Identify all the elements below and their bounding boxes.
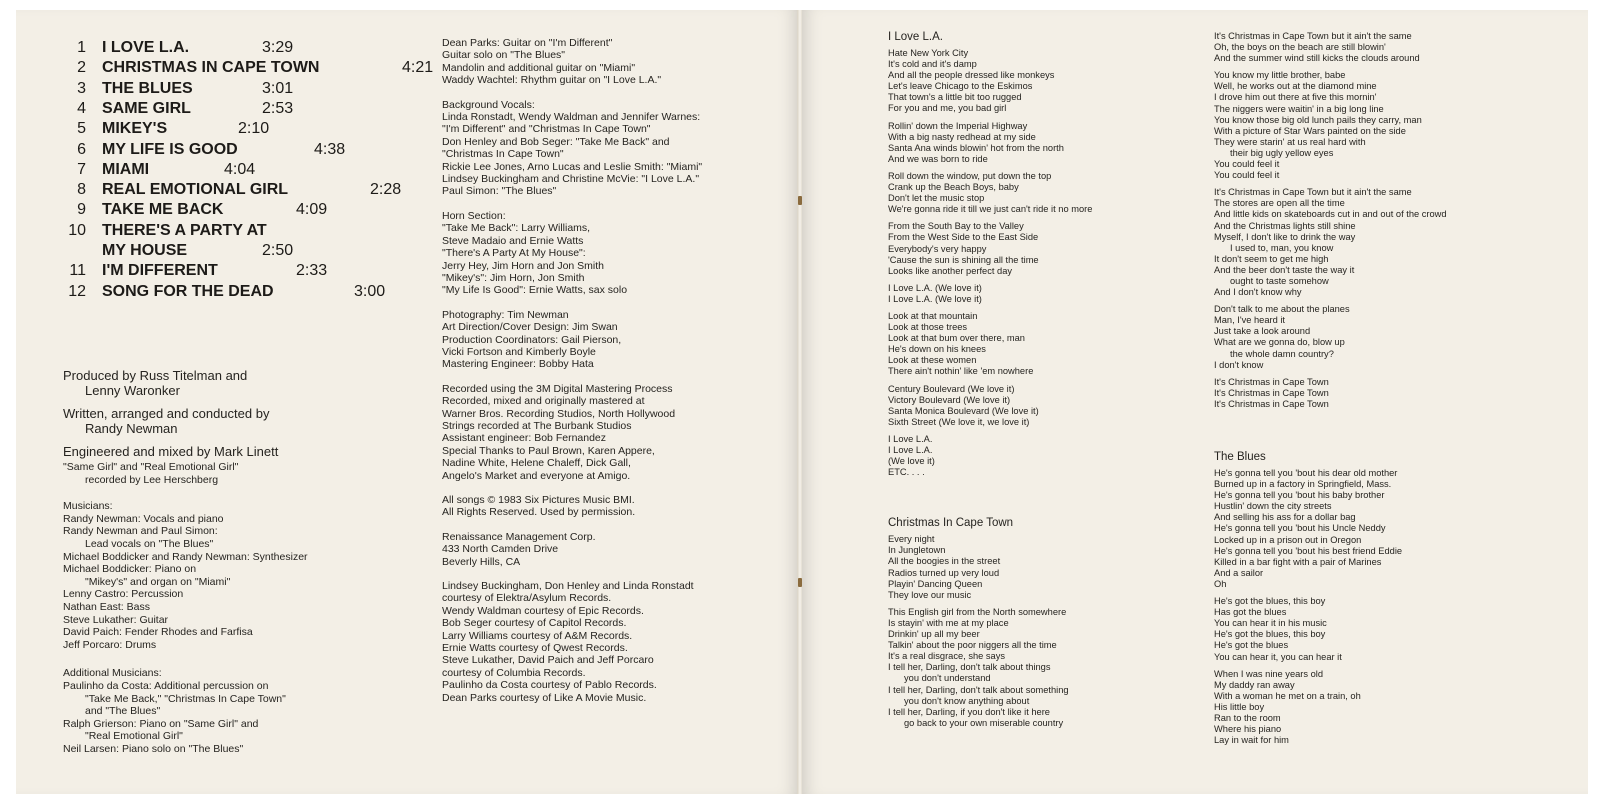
credit-line: "Mikey's": Jim Horn, Jon Smith (442, 271, 585, 284)
lyric-line: It's Christmas in Cape Town (1214, 376, 1329, 387)
lyric-stanza (888, 384, 1198, 428)
credit-line: Lenny Waronker (85, 383, 180, 398)
lyric-line: You could feel it (1214, 170, 1280, 181)
credit-line: Jerry Hey, Jim Horn and Jon Smith (442, 259, 605, 272)
main-credits (63, 368, 423, 459)
track-title: MY HOUSE (102, 242, 188, 259)
lyric-line: I Love L.A. (888, 433, 933, 444)
lyric-line: It don't seem to get me high (1214, 253, 1329, 264)
credit-line: Paulinho da Costa: Additional percussion on (63, 679, 269, 692)
credit-line: "Take Me Back," "Christmas In Cape Town" (85, 692, 286, 705)
lyric-line: Oh, the boys on the beach are still blowin' (1214, 42, 1386, 53)
lyric-line: With a big nasty redhead at my side (888, 131, 1036, 142)
credit-line: Linda Ronstadt, Wendy Waldman and Jennifer Warnes: (442, 111, 701, 124)
song-title: Christmas In Cape Town (888, 517, 1014, 530)
lyric-line: And little kids on skateboards cut in and out of the crowd (1214, 209, 1447, 220)
credit-line: All Rights Reserved. Used by permission. (442, 506, 636, 519)
lyric-line: You know those big old lunch pails they carry, man (1214, 114, 1422, 125)
lyric-stanza (888, 121, 1198, 165)
credit-line: Steve Madaio and Ernie Watts (442, 234, 584, 247)
lyric-line: He's gonna tell you 'bout his dear old mother (1214, 468, 1398, 478)
lyric-line: My daddy ran away (1214, 679, 1295, 690)
lyric-stanza (888, 607, 1198, 729)
lyric-line: 'Cause the sun is shining all the time (888, 254, 1039, 265)
track-duration: 2:10 (238, 120, 270, 138)
lyric-stanza (1214, 596, 1574, 663)
lyric-line: Oh (1214, 578, 1227, 589)
credit-line: Michael Boddicker and Randy Newman: Synthesizer (63, 550, 308, 563)
credit-entry (63, 368, 423, 398)
song-title: The Blues (1214, 451, 1266, 463)
lyric-stanza (888, 171, 1198, 215)
track-title: I'M DIFFERENT (102, 262, 218, 280)
additional-musician-credit (63, 718, 423, 743)
credit-line: Ralph Grierson: Piano on "Same Girl" and (63, 717, 259, 730)
lyric-line: It's cold and it's damp (888, 59, 977, 70)
lyric-line: He's gonna tell you 'bout his best friend Eddie (1214, 545, 1403, 556)
track-number: 5 (77, 120, 86, 138)
credit-line: Angelo's Market and everyone at Amigo. (442, 469, 631, 482)
credit-block (442, 210, 792, 297)
lyric-line: Just take a look around (1214, 326, 1311, 337)
credit-line: Lenny Castro: Percussion (63, 588, 184, 601)
track-number: 10 (68, 221, 86, 239)
track-number: 6 (77, 140, 86, 158)
lyric-line: This English girl from the North somewhere (888, 606, 1067, 617)
track-number: 2 (77, 59, 86, 77)
lyric-line: I tell her, Darling, don't talk about things (888, 662, 1051, 673)
lyric-line: I tell her, Darling, if you don't like it here (888, 706, 1050, 717)
lyric-line: Locked up in a prison out in Oregon (1214, 534, 1362, 545)
lyric-line: They love our music (888, 589, 972, 600)
credit-line: Dean Parks courtesy of Like A Movie Music. (442, 691, 647, 704)
credit-line: Production Coordinators: Gail Pierson, (442, 333, 622, 346)
lyric-line: Look at that bum over there, man (888, 333, 1025, 344)
lyric-line: Talkin' about the poor niggers all the time (888, 640, 1057, 651)
lyric-line: Burned up in a factory in Springfield, Mass. (1214, 479, 1392, 490)
lyric-stanza (888, 221, 1198, 276)
lyric-line: For you and me, you bad girl (888, 103, 1007, 114)
lyric-line: And selling his ass for a dollar bag (1214, 512, 1356, 523)
lyric-stanza (888, 534, 1198, 601)
lyric-line: You know my little brother, babe (1214, 70, 1346, 81)
lyric-line: And all the people dressed like monkeys (888, 70, 1055, 81)
credit-line: Randy Newman and Paul Simon: (63, 525, 218, 538)
lyric-line: He's got the blues, this boy (1214, 596, 1326, 607)
credit-line: Jeff Porcaro: Drums (63, 638, 157, 651)
credit-line: Vicki Fortson and Kimberly Boyle (442, 345, 596, 358)
lyric-stanza (1214, 31, 1574, 64)
credit-line: Photography: Tim Newman (442, 308, 569, 321)
lyric-line: I Love L.A. (We love it) (888, 282, 982, 293)
lyric-stanza (1214, 377, 1574, 410)
lyric-line: What are we gonna do, blow up (1214, 337, 1345, 348)
lyric-line: Look at these women (888, 355, 977, 366)
right-page (802, 10, 1588, 794)
musician-credit (63, 614, 423, 627)
lyric-stanza (1214, 70, 1574, 181)
credit-block (442, 309, 792, 371)
lyric-line: With a picture of Star Wars painted on the side (1214, 125, 1406, 136)
credit-line: Written, arranged and conducted by (63, 406, 270, 421)
track-title: THE BLUES (102, 79, 193, 97)
credit-line: 433 North Camden Drive (442, 543, 559, 556)
track-duration: 4:09 (296, 201, 328, 219)
lyric-line: you don't understand (904, 673, 991, 684)
lyric-line: Roll down the window, put down the top (888, 170, 1052, 181)
lyric-line: Rollin' down the Imperial Highway (888, 120, 1028, 131)
credit-line: Dean Parks: Guitar on "I'm Different" (442, 37, 613, 49)
lyric-line: And the beer don't taste the way it (1214, 264, 1355, 275)
lyric-line: ought to taste somehow (1230, 275, 1329, 286)
track-duration: 2:53 (262, 99, 294, 117)
song-lyrics (888, 516, 1198, 729)
credit-line: David Paich: Fender Rhodes and Farfisa (63, 626, 253, 639)
lyric-line: Man, I've heard it (1214, 315, 1286, 326)
credit-line: Mastering Engineer: Bobby Hata (442, 358, 594, 371)
track-number: 1 (77, 39, 86, 56)
additional-musicians-label: Additional Musicians: (63, 667, 162, 680)
credit-line: "I'm Different" and "Christmas In Cape Town" (442, 123, 651, 136)
credit-line: Waddy Wachtel: Rhythm guitar on "I Love L.A." (442, 74, 662, 87)
credit-line: Ernie Watts courtesy of Qwest Records. (442, 642, 628, 655)
lyric-line: His little boy (1214, 701, 1265, 712)
credit-line: Paulinho da Costa courtesy of Pablo Records. (442, 679, 657, 692)
lyric-line: Look at that mountain (888, 310, 978, 321)
lyric-line: Let's leave Chicago to the Eskimos (888, 81, 1033, 92)
credit-block (442, 383, 792, 482)
track-number: 7 (77, 160, 86, 178)
lyric-stanza (1214, 304, 1574, 371)
credit-line: and "The Blues" (85, 705, 161, 718)
credit-line: Art Direction/Cover Design: Jim Swan (442, 321, 618, 334)
lyric-stanza (888, 48, 1198, 115)
credit-line: Beverly Hills, CA (442, 555, 521, 568)
lyric-line: He's got the blues, this boy (1214, 629, 1326, 640)
lyric-line: You can hear it, you can hear it (1214, 651, 1342, 662)
credit-line: "There's A Party At My House": (442, 247, 586, 260)
musicians-label: Musicians: (63, 500, 113, 513)
credit-line: Special Thanks to Paul Brown, Karen Appere, (442, 444, 655, 457)
musicians-section (63, 500, 423, 651)
credit-line: Nadine White, Helene Chaleff, Dick Gall, (442, 457, 631, 470)
credit-line: Steve Lukather: Guitar (63, 613, 169, 626)
lyric-line: With a woman he met on a train, oh (1214, 690, 1361, 701)
lyric-line: Looks like another perfect day (888, 265, 1013, 276)
lyric-line: Is stayin' with me at my place (888, 617, 1009, 628)
lyric-line: You can hear it in his music (1214, 618, 1327, 629)
track-duration: 4:38 (314, 140, 346, 158)
lyric-line: Don't let the music stop (888, 193, 985, 204)
credit-line: Engineered and mixed by Mark Linett (63, 444, 279, 459)
lyric-line: Drinkin' up all my beer (888, 629, 980, 640)
lyric-line: And I don't know why (1214, 287, 1302, 298)
musician-credit (63, 563, 423, 588)
lyric-line: Well, he works out at the diamond mine (1214, 81, 1377, 92)
lyric-line: (We love it) (888, 456, 935, 467)
credit-line: Lead vocals on "The Blues" (85, 537, 214, 550)
lyric-stanza (888, 434, 1198, 478)
lyric-line: When I was nine years old (1214, 668, 1324, 679)
track-duration: 3:00 (354, 282, 386, 300)
credit-line: Assistant engineer: Bob Fernandez (442, 432, 607, 445)
credit-line: Paul Simon: "The Blues" (442, 185, 557, 198)
credit-line: "Mikey's" and organ on "Miami" (85, 575, 231, 588)
lyric-line: He's got the blues (1214, 640, 1289, 651)
lyric-line: I used to, man, you know (1230, 242, 1334, 253)
lyric-line: He's gonna tell you 'bout his baby brother (1214, 490, 1385, 501)
lyric-line: He's gonna tell you 'bout his Uncle Neddy (1214, 523, 1386, 534)
musician-credit (63, 588, 423, 601)
lyric-line: Look at those trees (888, 322, 968, 333)
lyrics-column-left (888, 30, 1198, 735)
lyric-stanza (1214, 187, 1574, 298)
credit-line: Randy Newman (85, 421, 178, 436)
credit-line: recorded by Lee Herschberg (85, 473, 219, 486)
credit-line: "Same Girl" and "Real Emotional Girl" (63, 461, 239, 473)
lyric-line: From the West Side to the East Side (888, 232, 1039, 243)
lyric-stanza (1214, 669, 1574, 747)
song-lyrics (1214, 31, 1574, 410)
credit-line: Wendy Waldman courtesy of Epic Records. (442, 604, 644, 617)
credit-line: Strings recorded at The Burbank Studios (442, 419, 632, 432)
track-duration: 4:21 (402, 59, 434, 77)
lyric-line: You could feel it (1214, 159, 1280, 170)
engineer-note-text (63, 461, 423, 486)
engineer-note (63, 461, 423, 486)
track-title: CHRISTMAS IN CAPE TOWN (102, 59, 320, 77)
lyric-line: There ain't nothin' like 'em nowhere (888, 366, 1034, 377)
credits-column-left (63, 368, 423, 764)
track-title: SONG FOR THE DEAD (102, 282, 274, 300)
credit-line: Recorded using the 3M Digital Mastering Process (442, 382, 673, 395)
lyric-line: Has got the blues (1214, 607, 1287, 618)
track-duration: 3:01 (262, 79, 294, 97)
credit-line: Rickie Lee Jones, Arno Lucas and Leslie Smith: "Miami" (442, 160, 703, 173)
lyric-line: I drove him out there at five this mornin' (1214, 92, 1377, 103)
credit-line: Warner Bros. Recording Studios, North Hollywood (442, 407, 676, 420)
additional-musician-credit (63, 743, 423, 756)
lyric-line: Hate New York City (888, 48, 969, 58)
credit-block (442, 580, 792, 704)
credit-block (442, 531, 792, 568)
lyric-line: Hustlin' down the city streets (1214, 501, 1332, 512)
lyric-line: Victory Boulevard (We love it) (888, 394, 1011, 405)
lyric-line: their big ugly yellow eyes (1230, 147, 1334, 158)
lyric-line: Killed in a bar fight with a pair of Marines (1214, 556, 1382, 567)
credit-line: All songs © 1983 Six Pictures Music BMI. (442, 494, 635, 506)
credit-line: Guitar solo on "The Blues" (442, 49, 566, 62)
lyric-line: It's Christmas in Cape Town (1214, 387, 1329, 398)
musician-credit (63, 513, 423, 526)
lyric-line: Myself, I don't like to drink the way (1214, 231, 1356, 242)
lyric-line: We're gonna ride it till we just can't ride it no more (888, 204, 1093, 215)
lyric-line: you don't know anything about (904, 695, 1030, 706)
lyric-line: Ran to the room (1214, 712, 1281, 723)
musician-credit (63, 525, 423, 550)
credit-line: Steve Lukather, David Paich and Jeff Porcaro (442, 654, 654, 667)
credit-line: "Real Emotional Girl" (85, 730, 183, 743)
lyric-line: Everybody's very happy (888, 243, 987, 254)
lyric-line: Santa Ana winds blowin' hot from the north (888, 142, 1064, 153)
musicians-list (63, 513, 423, 652)
credit-line: Bob Seger courtesy of Capitol Records. (442, 617, 627, 630)
track-duration: 4:04 (224, 160, 256, 178)
credits-column-right (442, 37, 792, 716)
lyric-stanza (1214, 468, 1574, 590)
lyric-line: the whole damn country? (1230, 348, 1334, 359)
lyric-line: It's Christmas in Cape Town but it ain't the same (1214, 31, 1412, 41)
credit-line: Randy Newman: Vocals and piano (63, 512, 224, 525)
track-title: MIAMI (102, 160, 150, 178)
track-number: 12 (68, 282, 86, 300)
lyric-line: Lay in wait for him (1214, 735, 1289, 746)
credit-block (442, 37, 792, 87)
lyric-stanza (888, 311, 1198, 378)
left-page (16, 10, 798, 794)
credit-line: Renaissance Management Corp. (442, 530, 596, 543)
lyric-line: That town's a little bit too rugged (888, 92, 1022, 103)
track-number: 3 (77, 79, 86, 97)
track-title: SAME GIRL (102, 99, 191, 117)
additional-musician-credit (63, 680, 423, 718)
credit-line: Horn Section: (442, 209, 506, 222)
credit-line: courtesy of Elektra/Asylum Records. (442, 592, 612, 605)
credit-line: Background Vocals: (442, 98, 535, 111)
lyric-line: It's a real disgrace, she says (888, 651, 1006, 662)
musician-credit (63, 626, 423, 639)
song-title: I Love L.A. (888, 31, 943, 43)
lyric-line: Sixth Street (We love it, we love it) (888, 416, 1030, 427)
lyric-line: Radios turned up very loud (888, 567, 1000, 578)
credit-block (442, 99, 792, 198)
lyric-line: They were starin' at us real hard with (1214, 136, 1366, 147)
track-number: 8 (77, 181, 86, 199)
lyric-line: I Love L.A. (888, 445, 933, 455)
credit-line: courtesy of Columbia Records. (442, 666, 586, 679)
song-lyrics (888, 30, 1198, 478)
credit-line: "Christmas In Cape Town" (442, 148, 564, 161)
lyrics-column-right (1214, 31, 1574, 752)
track-title: MY LIFE IS GOOD (102, 140, 238, 158)
additional-musicians-list (63, 680, 423, 756)
lyric-line: The niggers were waitin' in a big long line (1214, 103, 1384, 114)
lyric-line: Crank up the Beach Boys, baby (888, 182, 1019, 193)
track-duration: 2:50 (262, 242, 294, 259)
track-duration: 2:28 (370, 181, 402, 199)
lyric-line: The stores are open all the time (1214, 198, 1345, 209)
credit-line: Neil Larsen: Piano solo on "The Blues" (63, 742, 244, 755)
lyric-line: He's down on his knees (888, 344, 986, 355)
lyric-line: I Love L.A. (We love it) (888, 293, 982, 304)
lyric-line: Playin' Dancing Queen (888, 578, 983, 589)
track-title: THERE'S A PARTY AT (102, 221, 267, 239)
track-title: I LOVE L.A. (102, 39, 190, 56)
credit-block (442, 494, 792, 519)
lyric-line: In Jungletown (888, 545, 946, 556)
credit-entry (63, 444, 423, 459)
credit-line: Mandolin and additional guitar on "Miami" (442, 61, 636, 74)
track-title: REAL EMOTIONAL GIRL (102, 181, 289, 199)
track-number: 11 (69, 262, 86, 280)
lyric-line: All the boogies in the street (888, 556, 1001, 567)
credit-line: Larry Williams courtesy of A&M Records. (442, 629, 633, 642)
lyric-line: Every night (888, 534, 935, 545)
track-title: TAKE ME BACK (102, 201, 224, 219)
credit-entry (63, 406, 423, 436)
song-lyrics (1214, 450, 1574, 746)
track-number: 4 (77, 99, 86, 117)
lyric-line: Where his piano (1214, 724, 1282, 735)
credit-line: "Take Me Back": Larry Williams, (442, 222, 591, 235)
musician-credit (63, 601, 423, 614)
lyric-line: go back to your own miserable country (904, 717, 1064, 728)
track-duration: 3:29 (262, 39, 294, 56)
credit-line: Produced by Russ Titelman and (63, 368, 248, 383)
lyric-line: And a sailor (1214, 567, 1264, 578)
credit-line: Michael Boddicker: Piano on (63, 563, 197, 576)
lyric-line: And we was born to ride (888, 153, 988, 164)
track-duration: 2:33 (296, 262, 328, 280)
musician-credit (63, 551, 423, 564)
lyric-line: It's Christmas in Cape Town but it ain't the same (1214, 187, 1412, 198)
lyric-stanza (888, 283, 1198, 305)
lyric-line: ETC. . . . (888, 467, 925, 478)
track-number: 9 (77, 201, 86, 219)
credit-line: Don Henley and Bob Seger: "Take Me Back" and (442, 135, 670, 148)
credit-line: Nathan East: Bass (63, 600, 150, 613)
track-title: MIKEY'S (102, 120, 168, 138)
credit-line: Lindsey Buckingham and Christine McVie: "I Love L.A." (442, 173, 700, 186)
lyric-line: And the summer wind still kicks the clouds around (1214, 53, 1420, 64)
credit-line: "My Life Is Good": Ernie Watts, sax solo (442, 284, 628, 297)
lyric-line: Century Boulevard (We love it) (888, 383, 1015, 394)
additional-musicians-section (63, 667, 423, 755)
lyric-line: Don't talk to me about the planes (1214, 304, 1350, 315)
musician-credit (63, 639, 423, 652)
lyric-line: I don't know (1214, 359, 1264, 370)
lyric-line: I tell her, Darling, don't talk about something (888, 684, 1069, 695)
credit-line: Lindsey Buckingham, Don Henley and Linda Ronstadt (442, 580, 694, 593)
lyric-line: And the Christmas lights still shine (1214, 220, 1356, 231)
lyric-line: From the South Bay to the Valley (888, 221, 1024, 232)
lyric-line: Santa Monica Boulevard (We love it) (888, 405, 1039, 416)
lyric-line: It's Christmas in Cape Town (1214, 398, 1329, 409)
credit-line: Recorded, mixed and originally mastered at (442, 395, 645, 408)
